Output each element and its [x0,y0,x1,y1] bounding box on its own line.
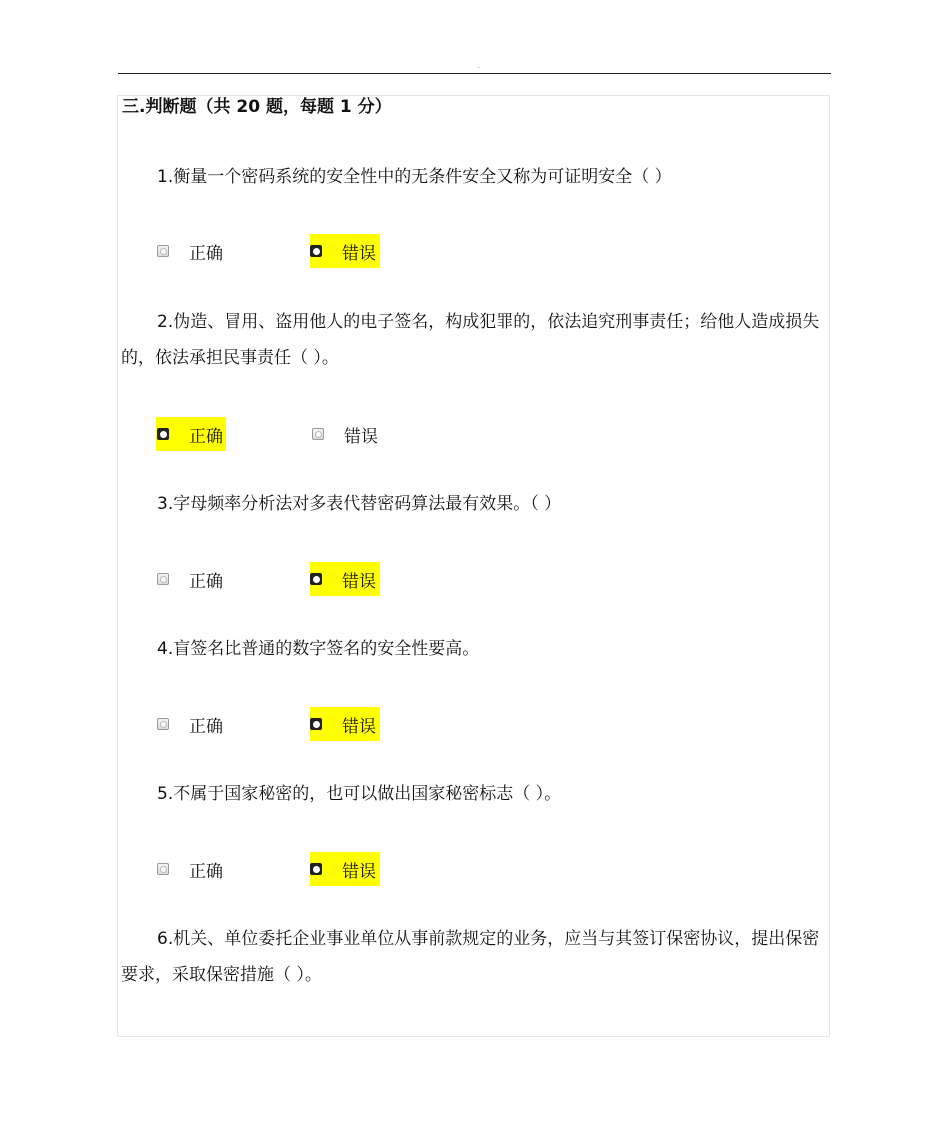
header-dot: . [478,63,480,70]
question-1-text: 1.衡量一个密码系统的安全性中的无条件安全又称为可证明安全（ ） [157,167,672,187]
question-3-text: 3.字母频率分析法对多表代替密码算法最有效果。（ ） [157,494,562,514]
question-2-text: 2.伪造、冒用、盗用他人的电子签名，构成犯罪的，依法追究刑事责任；给他人造成损失的，依法承担民事责任（ ）。 [121,312,820,368]
q1-option-correct-label: 正确 [189,243,223,264]
q1-option-correct[interactable] [157,234,223,268]
question-frame [117,95,830,1037]
q2-option-correct[interactable] [156,417,226,451]
radio-unchecked-icon[interactable] [312,428,324,440]
radio-checked-icon[interactable] [310,245,322,257]
q2-option-wrong-label: 错误 [344,426,378,447]
radio-unchecked-icon[interactable] [157,718,169,730]
q4-option-correct-label: 正确 [189,716,223,737]
q5-option-correct-label: 正确 [189,861,223,882]
radio-unchecked-icon[interactable] [157,863,169,875]
radio-unchecked-icon[interactable] [157,245,169,257]
radio-checked-icon[interactable] [310,573,322,585]
q3-option-correct[interactable] [157,562,223,596]
q3-option-correct-label: 正确 [189,571,223,592]
q2-option-wrong[interactable] [312,417,378,451]
q2-option-correct-label: 正确 [189,426,223,447]
question-4-text: 4.盲签名比普通的数字签名的安全性要高。 [157,639,480,659]
q1-option-wrong[interactable] [310,234,380,268]
q4-option-wrong[interactable] [310,707,380,741]
radio-checked-icon[interactable] [310,863,322,875]
q4-option-wrong-label: 错误 [342,716,376,737]
radio-checked-icon[interactable] [310,718,322,730]
question-6-text: 6.机关、单位委托企业事业单位从事前款规定的业务，应当与其签订保密协议，提出保密要求，采取保密措施（ ）。 [121,929,820,985]
q1-option-wrong-label: 错误 [342,243,376,264]
q3-option-wrong-label: 错误 [342,571,376,592]
radio-unchecked-icon[interactable] [157,573,169,585]
q5-option-correct[interactable] [157,852,223,886]
q3-option-wrong[interactable] [310,562,380,596]
radio-checked-icon[interactable] [157,428,169,440]
header-rule [118,73,831,74]
q4-option-correct[interactable] [157,707,223,741]
q5-option-wrong[interactable] [310,852,380,886]
question-5-text: 5.不属于国家秘密的，也可以做出国家秘密标志（ ）。 [157,784,562,804]
q5-option-wrong-label: 错误 [342,861,376,882]
section-title: 三.判断题（共 20 题，每题 1 分） [122,97,392,117]
